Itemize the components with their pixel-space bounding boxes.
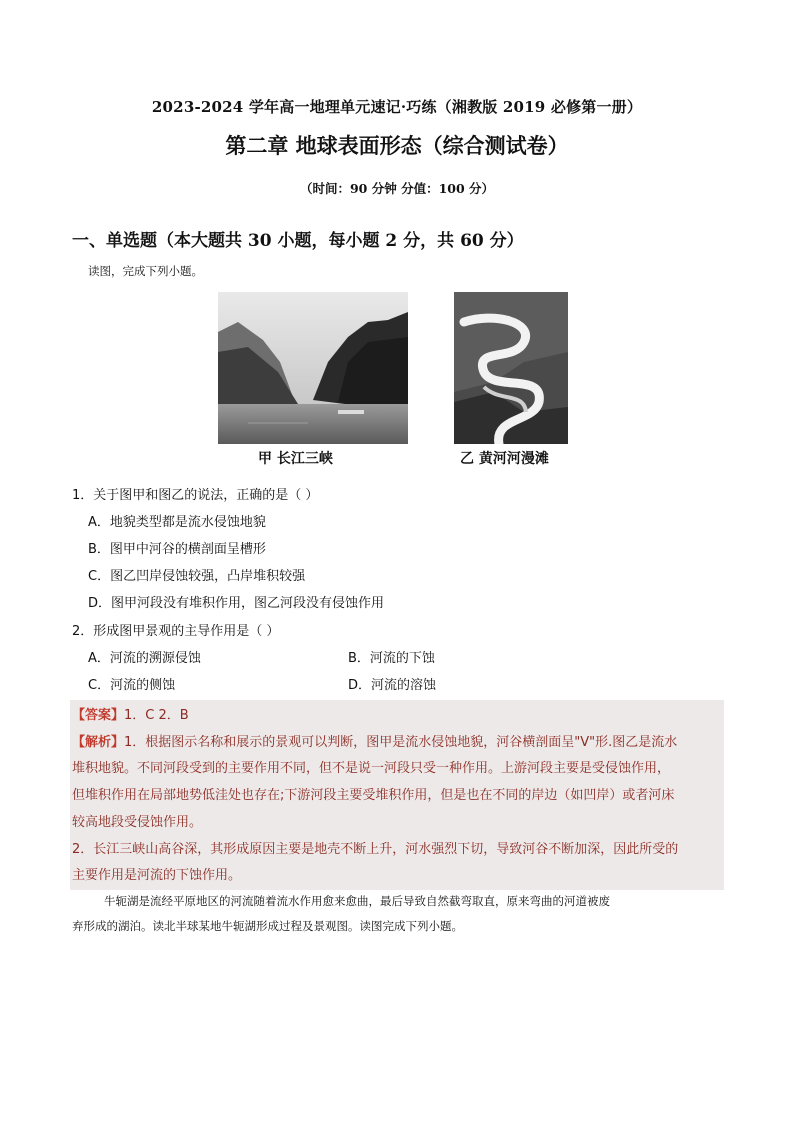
question-1-option-d: D．图甲河段没有堆积作用，图乙河段没有侵蚀作用 <box>88 596 385 611</box>
question-2-option-b: B．河流的下蚀 <box>348 651 435 666</box>
analysis-line-3: 但堆积作用在局部地势低洼处也存在;下游河段主要受堆积作用，但是也在不同的岸边（如凹岸）或者河床 <box>72 788 675 803</box>
figure-right-caption: 乙 黄河河漫滩 <box>460 451 549 467</box>
section-heading: 一、单选题（本大题共 30 小题，每小题 2 分，共 60 分） <box>72 231 524 251</box>
analysis-text-1: 1．根据图示名称和展示的景观可以判断，图甲是流水侵蚀地貌，河谷横剖面呈"V"形.图乙是流水 <box>124 735 678 750</box>
figure-left-caption: 甲 长江三峡 <box>258 451 333 467</box>
question-1-option-a: A．地貌类型都是流水侵蚀地貌 <box>88 515 266 530</box>
question-1-stem: 1．关于图甲和图乙的说法，正确的是（ ） <box>72 488 319 503</box>
analysis-line-1 <box>72 731 677 750</box>
figure-three-gorges <box>218 292 408 444</box>
analysis-line-6: 主要作用是河流的下蚀作用。 <box>72 868 242 883</box>
analysis-line-2: 堆积地貌。不同河段受到的主要作用不同，但不是说一河段只受一种作用。上游河段主要是受侵蚀作用， <box>72 761 671 776</box>
series-header: 2023-2024 学年高一地理单元速记·巧练（湘教版 2019 必修第一册） <box>151 98 643 116</box>
next-intro-line-1: 牛轭湖是流经平原地区的河流随着流水作用愈来愈曲，最后导致自然截弯取直，原来弯曲的河道被废 <box>104 894 610 908</box>
next-intro-line-2: 弃形成的湖泊。读北半球某地牛轭湖形成过程及景观图。读图完成下列小题。 <box>72 919 463 933</box>
section-intro: 读图，完成下列小题。 <box>88 264 203 278</box>
question-1-option-c: C．图乙凹岸侵蚀较强，凸岸堆积较强 <box>88 569 306 584</box>
analysis-line-5: 2．长江三峡山高谷深，其形成原因主要是地壳不断上升，河水强烈下切，导致河谷不断加深，因此所受的 <box>72 842 679 857</box>
yellow-river-photo <box>454 292 568 444</box>
exam-meta: （时间：90 分钟 分值：100 分） <box>299 181 495 196</box>
question-2-option-a: A．河流的溯源侵蚀 <box>88 651 201 666</box>
page-title: 第二章 地球表面形态（综合测试卷） <box>225 133 569 158</box>
three-gorges-photo <box>218 292 408 444</box>
answer-text: 1．C 2．B <box>124 708 189 723</box>
analysis-line-4: 较高地段受侵蚀作用。 <box>72 815 203 830</box>
answer-line <box>72 704 189 723</box>
analysis-label: 【解析】 <box>72 735 125 750</box>
figure-yellow-river <box>454 292 568 444</box>
answer-label: 【答案】 <box>72 708 125 723</box>
question-2-stem: 2．形成图甲景观的主导作用是（ ） <box>72 624 280 639</box>
question-2-option-c: C．河流的侧蚀 <box>88 678 176 693</box>
question-2-option-d: D．河流的溶蚀 <box>348 678 437 693</box>
question-1-option-b: B．图甲中河谷的横剖面呈槽形 <box>88 542 266 557</box>
